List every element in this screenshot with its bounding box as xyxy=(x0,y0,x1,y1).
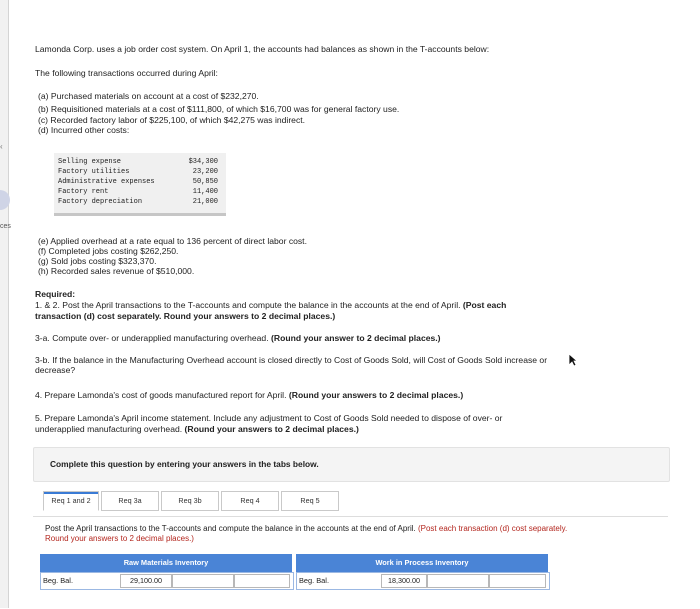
transaction-c: (c) Recorded factory labor of $225,100, of which $42,275 was indirect. xyxy=(38,115,306,125)
transaction-b: (b) Requisitioned materials at a cost of $111,800, of which $16,700 was for general factory use. xyxy=(38,104,400,114)
requirement-1-2-note-a: (Post each xyxy=(462,300,507,310)
wip-credit-amount-input[interactable] xyxy=(489,574,546,588)
requirement-5-line-1: 5. Prepare Lamonda's April income statement. Include any adjustment to Cost of Goods Sold needed to dispose of over- or xyxy=(35,413,503,423)
mouse-cursor-icon xyxy=(568,353,578,367)
tab-label: Req 1 and 2 xyxy=(51,496,91,505)
transaction-g: (g) Sold jobs costing $323,370. xyxy=(38,256,157,266)
other-cost-row xyxy=(58,188,222,198)
instruction-box xyxy=(33,447,670,482)
tab-panel-note-a: (Post each transaction (d) cost separately. xyxy=(417,524,568,533)
requirement-4-text: 4. Prepare Lamonda's cost of goods manufactured report for April. xyxy=(35,390,287,400)
other-cost-value: 11,400 xyxy=(192,188,218,196)
beg-bal-label: Beg. Bal. xyxy=(43,576,73,585)
other-cost-row xyxy=(58,168,222,178)
tab-req-3a[interactable] xyxy=(101,491,159,511)
active-tab-indicator xyxy=(44,492,98,494)
other-cost-value: 50,850 xyxy=(192,178,218,186)
tab-label: Req 3b xyxy=(178,496,202,505)
transaction-h: (h) Recorded sales revenue of $510,000. xyxy=(38,266,195,276)
wip-credit-input[interactable] xyxy=(427,574,489,588)
other-cost-value: $34,300 xyxy=(188,158,218,166)
tab-label: Req 3a xyxy=(118,496,142,505)
requirement-3a-note: (Round your answer to 2 decimal places.) xyxy=(271,333,441,343)
other-costs-divider xyxy=(54,213,226,216)
requirement-3a-text: 3-a. Compute over- or underapplied manufacturing overhead. xyxy=(35,333,269,343)
tab-label: Req 5 xyxy=(300,496,320,505)
transaction-e: (e) Applied overhead at a rate equal to 136 percent of direct labor cost. xyxy=(38,236,307,246)
raw-materials-beg-bal-input[interactable]: 29,100.00 xyxy=(120,574,172,588)
requirement-1-2 xyxy=(35,300,506,310)
requirement-5-text: underapplied manufacturing overhead. xyxy=(35,424,183,434)
requirement-5-line-2 xyxy=(35,424,359,434)
tab-panel-text: Post the April transactions to the T-accounts and compute the balance in the accounts at the end of April. xyxy=(45,524,416,533)
other-cost-label: Factory rent xyxy=(58,188,109,196)
requirement-4-note: (Round your answers to 2 decimal places.) xyxy=(288,390,464,400)
other-costs-table xyxy=(54,153,226,213)
sidebar-label: ces xyxy=(0,223,11,230)
tab-panel-text-line-1 xyxy=(45,524,567,533)
raw-materials-credit-input[interactable] xyxy=(172,574,234,588)
t-account-wip-header xyxy=(296,554,548,572)
other-cost-value: 21,000 xyxy=(192,198,218,206)
wip-beg-bal-input[interactable]: 18,300.00 xyxy=(381,574,427,588)
required-heading: Required: xyxy=(35,289,76,299)
other-cost-label: Factory utilities xyxy=(58,168,130,176)
other-cost-row xyxy=(58,198,222,208)
tab-panel-note-b: Round your answers to 2 decimal places.) xyxy=(45,534,194,543)
other-cost-row xyxy=(58,158,222,168)
other-cost-label: Factory depreciation xyxy=(58,198,143,206)
tab-label: Req 4 xyxy=(240,496,260,505)
tab-req-5[interactable] xyxy=(281,491,339,511)
transaction-a: (a) Purchased materials on account at a cost of $232,270. xyxy=(38,91,259,101)
requirement-3b-line-1: 3-b. If the balance in the Manufacturing Overhead account is closed directly to Cost of Goods Sold, will Cost of Goods Sold increase or xyxy=(35,355,548,365)
other-cost-row xyxy=(58,178,222,188)
left-sidebar-strip xyxy=(0,0,9,608)
other-cost-label: Administrative expenses xyxy=(58,178,155,186)
requirement-3b-line-2: decrease? xyxy=(35,365,76,375)
transaction-f: (f) Completed jobs costing $262,250. xyxy=(38,246,179,256)
requirement-1-2-note-b: transaction (d) cost separately. Round your answers to 2 decimal places.) xyxy=(35,311,336,321)
other-cost-value: 23,200 xyxy=(192,168,218,176)
problem-intro: Lamonda Corp. uses a job order cost system. On April 1, the accounts had balances as shown in the T-accounts below: xyxy=(35,44,490,54)
beg-bal-label: Beg. Bal. xyxy=(299,576,329,585)
chevron-left-icon[interactable]: ‹ xyxy=(0,142,3,151)
tab-req-1-2[interactable] xyxy=(43,491,99,511)
requirement-1-2-text: 1. & 2. Post the April transactions to the T-accounts and compute the balance in the accounts at the end of April. xyxy=(35,300,461,310)
t-account-title: Work in Process Inventory xyxy=(375,558,469,567)
requirement-3a xyxy=(35,333,441,343)
tab-req-4[interactable] xyxy=(221,491,279,511)
requirement-tabs xyxy=(43,491,333,509)
t-account-title: Raw Materials Inventory xyxy=(123,558,209,567)
transaction-d: (d) Incurred other costs: xyxy=(38,125,130,135)
problem-lead: The following transactions occurred during April: xyxy=(35,68,218,78)
t-account-raw-materials-header xyxy=(40,554,292,572)
other-cost-label: Selling expense xyxy=(58,158,122,166)
requirement-4 xyxy=(35,390,463,400)
tab-req-3b[interactable] xyxy=(161,491,219,511)
instruction-text: Complete this question by entering your answers in the tabs below. xyxy=(50,459,319,469)
raw-materials-credit-amount-input[interactable] xyxy=(234,574,290,588)
requirement-5-note: (Round your answers to 2 decimal places.) xyxy=(184,424,359,434)
